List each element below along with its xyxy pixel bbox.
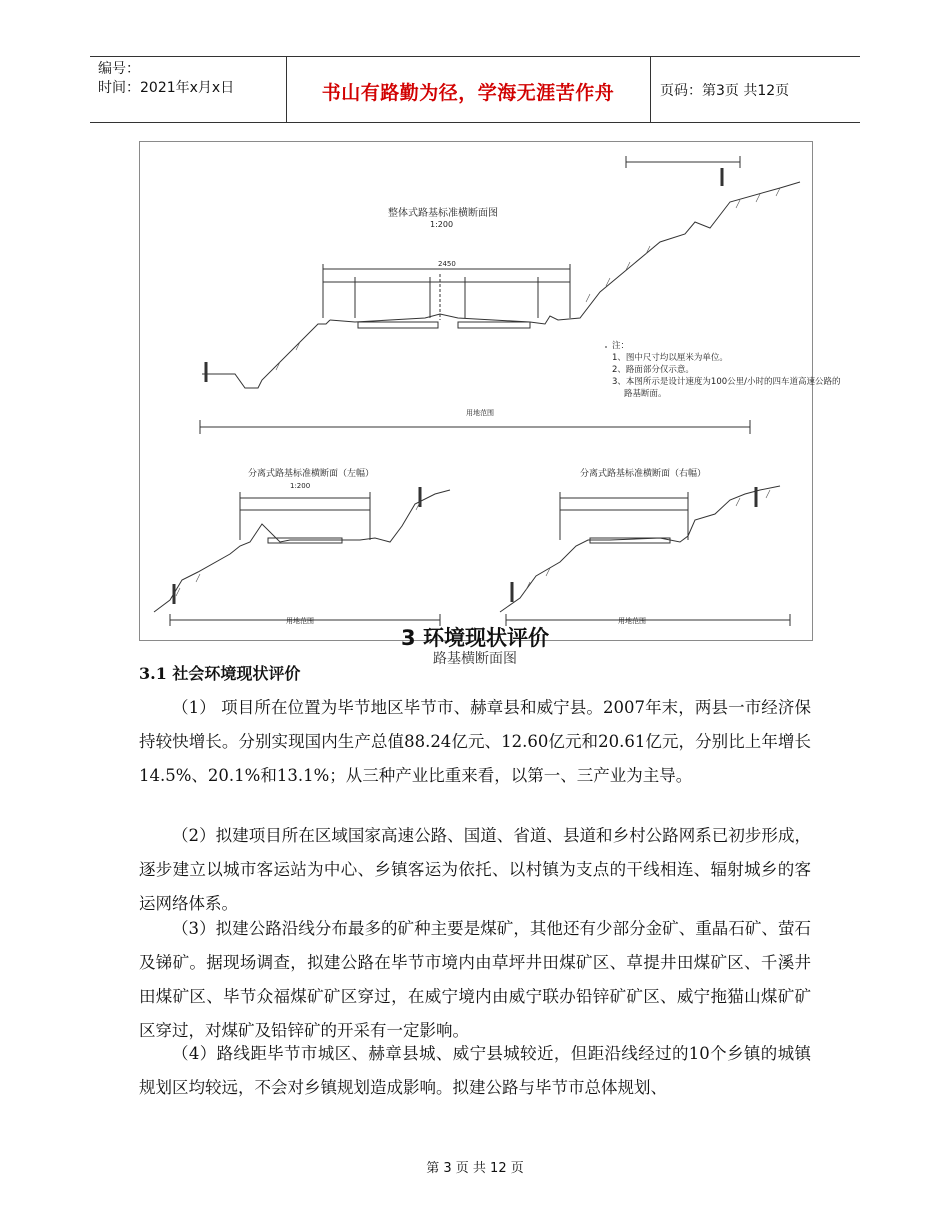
left-section-scale: 1:200 bbox=[290, 482, 311, 490]
main-pavement-right bbox=[458, 322, 530, 328]
note-1: 1、图中尺寸均以厘米为单位。 bbox=[612, 353, 728, 363]
paragraph-2: （2）拟建项目所在区域国家高速公路、国道、省道、县道和乡村公路网系已初步形成，逐步建立以城市客运站为中心、乡镇客运为依托、以村镇为支点的干线相连、辐射城乡的客运网络体系。 bbox=[139, 826, 811, 913]
paragraph-3: （3）拟建公路沿线分布最多的矿种主要是煤矿，其他还有少部分金矿、重晶石矿、萤石及锑矿。据现场调查，拟建公路在毕节市境内由草坪井田煤矿区、草提井田煤矿区、千溪井田煤矿区、毕节众福煤矿矿区穿过，在威宁境内由威宁联办铅锌矿矿区、威宁拖猫山煤矿矿区穿过，对煤矿及铅锌矿的开采有一定影响。 bbox=[139, 919, 811, 1040]
left-separated-profile bbox=[154, 490, 450, 612]
note-2: 2、路面部分仅示意。 bbox=[612, 365, 694, 375]
drawing-notes bbox=[612, 340, 841, 400]
main-pavement-left bbox=[358, 322, 438, 328]
header-meta bbox=[98, 60, 234, 98]
document-date: 时间：2021年x月x日 bbox=[98, 80, 235, 96]
note-3-cont: 路基断面。 bbox=[624, 389, 667, 399]
left-land-range-label: 用地范围 bbox=[286, 617, 314, 625]
header-motto: 书山有路勤为径，学海无涯苦作舟 bbox=[321, 82, 615, 104]
header-bottom-rule bbox=[90, 122, 860, 123]
cross-section-figure bbox=[139, 141, 841, 641]
right-section-title: 分离式路基标准横断面（右幅） bbox=[580, 469, 707, 479]
left-section-title: 分离式路基标准横断面（左幅） bbox=[248, 469, 375, 479]
paragraph-4: （4）路线距毕节市城区、赫章县城、威宁县城较近，但距沿线经过的10个乡镇的城镇规划区均较远，不会对乡镇规划造成影响。拟建公路与毕节市总体规划、 bbox=[139, 1044, 811, 1097]
section-title: 3 环境现状评价 bbox=[401, 626, 549, 650]
header-page-info: 页码：第3页 共12页 bbox=[660, 83, 790, 99]
note-heading: 注： bbox=[612, 341, 630, 351]
main-width-dimension: 2450 bbox=[438, 260, 456, 268]
page-footer: 第 3 页 共 12 页 bbox=[426, 1161, 524, 1176]
main-section-title: 整体式路基标准横断面图 bbox=[388, 208, 498, 219]
right-land-range-label: 用地范围 bbox=[618, 617, 646, 625]
figure-caption: 路基横断面图 bbox=[433, 651, 517, 667]
note-3: 3、本图所示是设计速度为100公里/小时的四车道高速公路的 bbox=[612, 377, 841, 387]
main-land-range-label: 用地范围 bbox=[466, 409, 494, 417]
right-separated-profile bbox=[500, 486, 780, 612]
paragraph-1: （1） 项目所在位置为毕节地区毕节市、赫章县和威宁县。2007年末，两县一市经济保持较快增长。分别实现国内生产总值88.24亿元、12.60亿元和20.61亿元，分别比上年增长14.5%、20.1%和13.1%；从三种产业比重来看，以第一、三产业为主导。 bbox=[139, 698, 811, 785]
subsection-title: 3.1 社会环境现状评价 bbox=[139, 664, 301, 683]
header-divider-2 bbox=[650, 56, 651, 122]
main-section-scale: 1:200 bbox=[430, 220, 454, 229]
header-top-rule bbox=[90, 56, 860, 57]
document-number: 编号： bbox=[98, 61, 140, 77]
main-left-slope bbox=[202, 320, 330, 388]
